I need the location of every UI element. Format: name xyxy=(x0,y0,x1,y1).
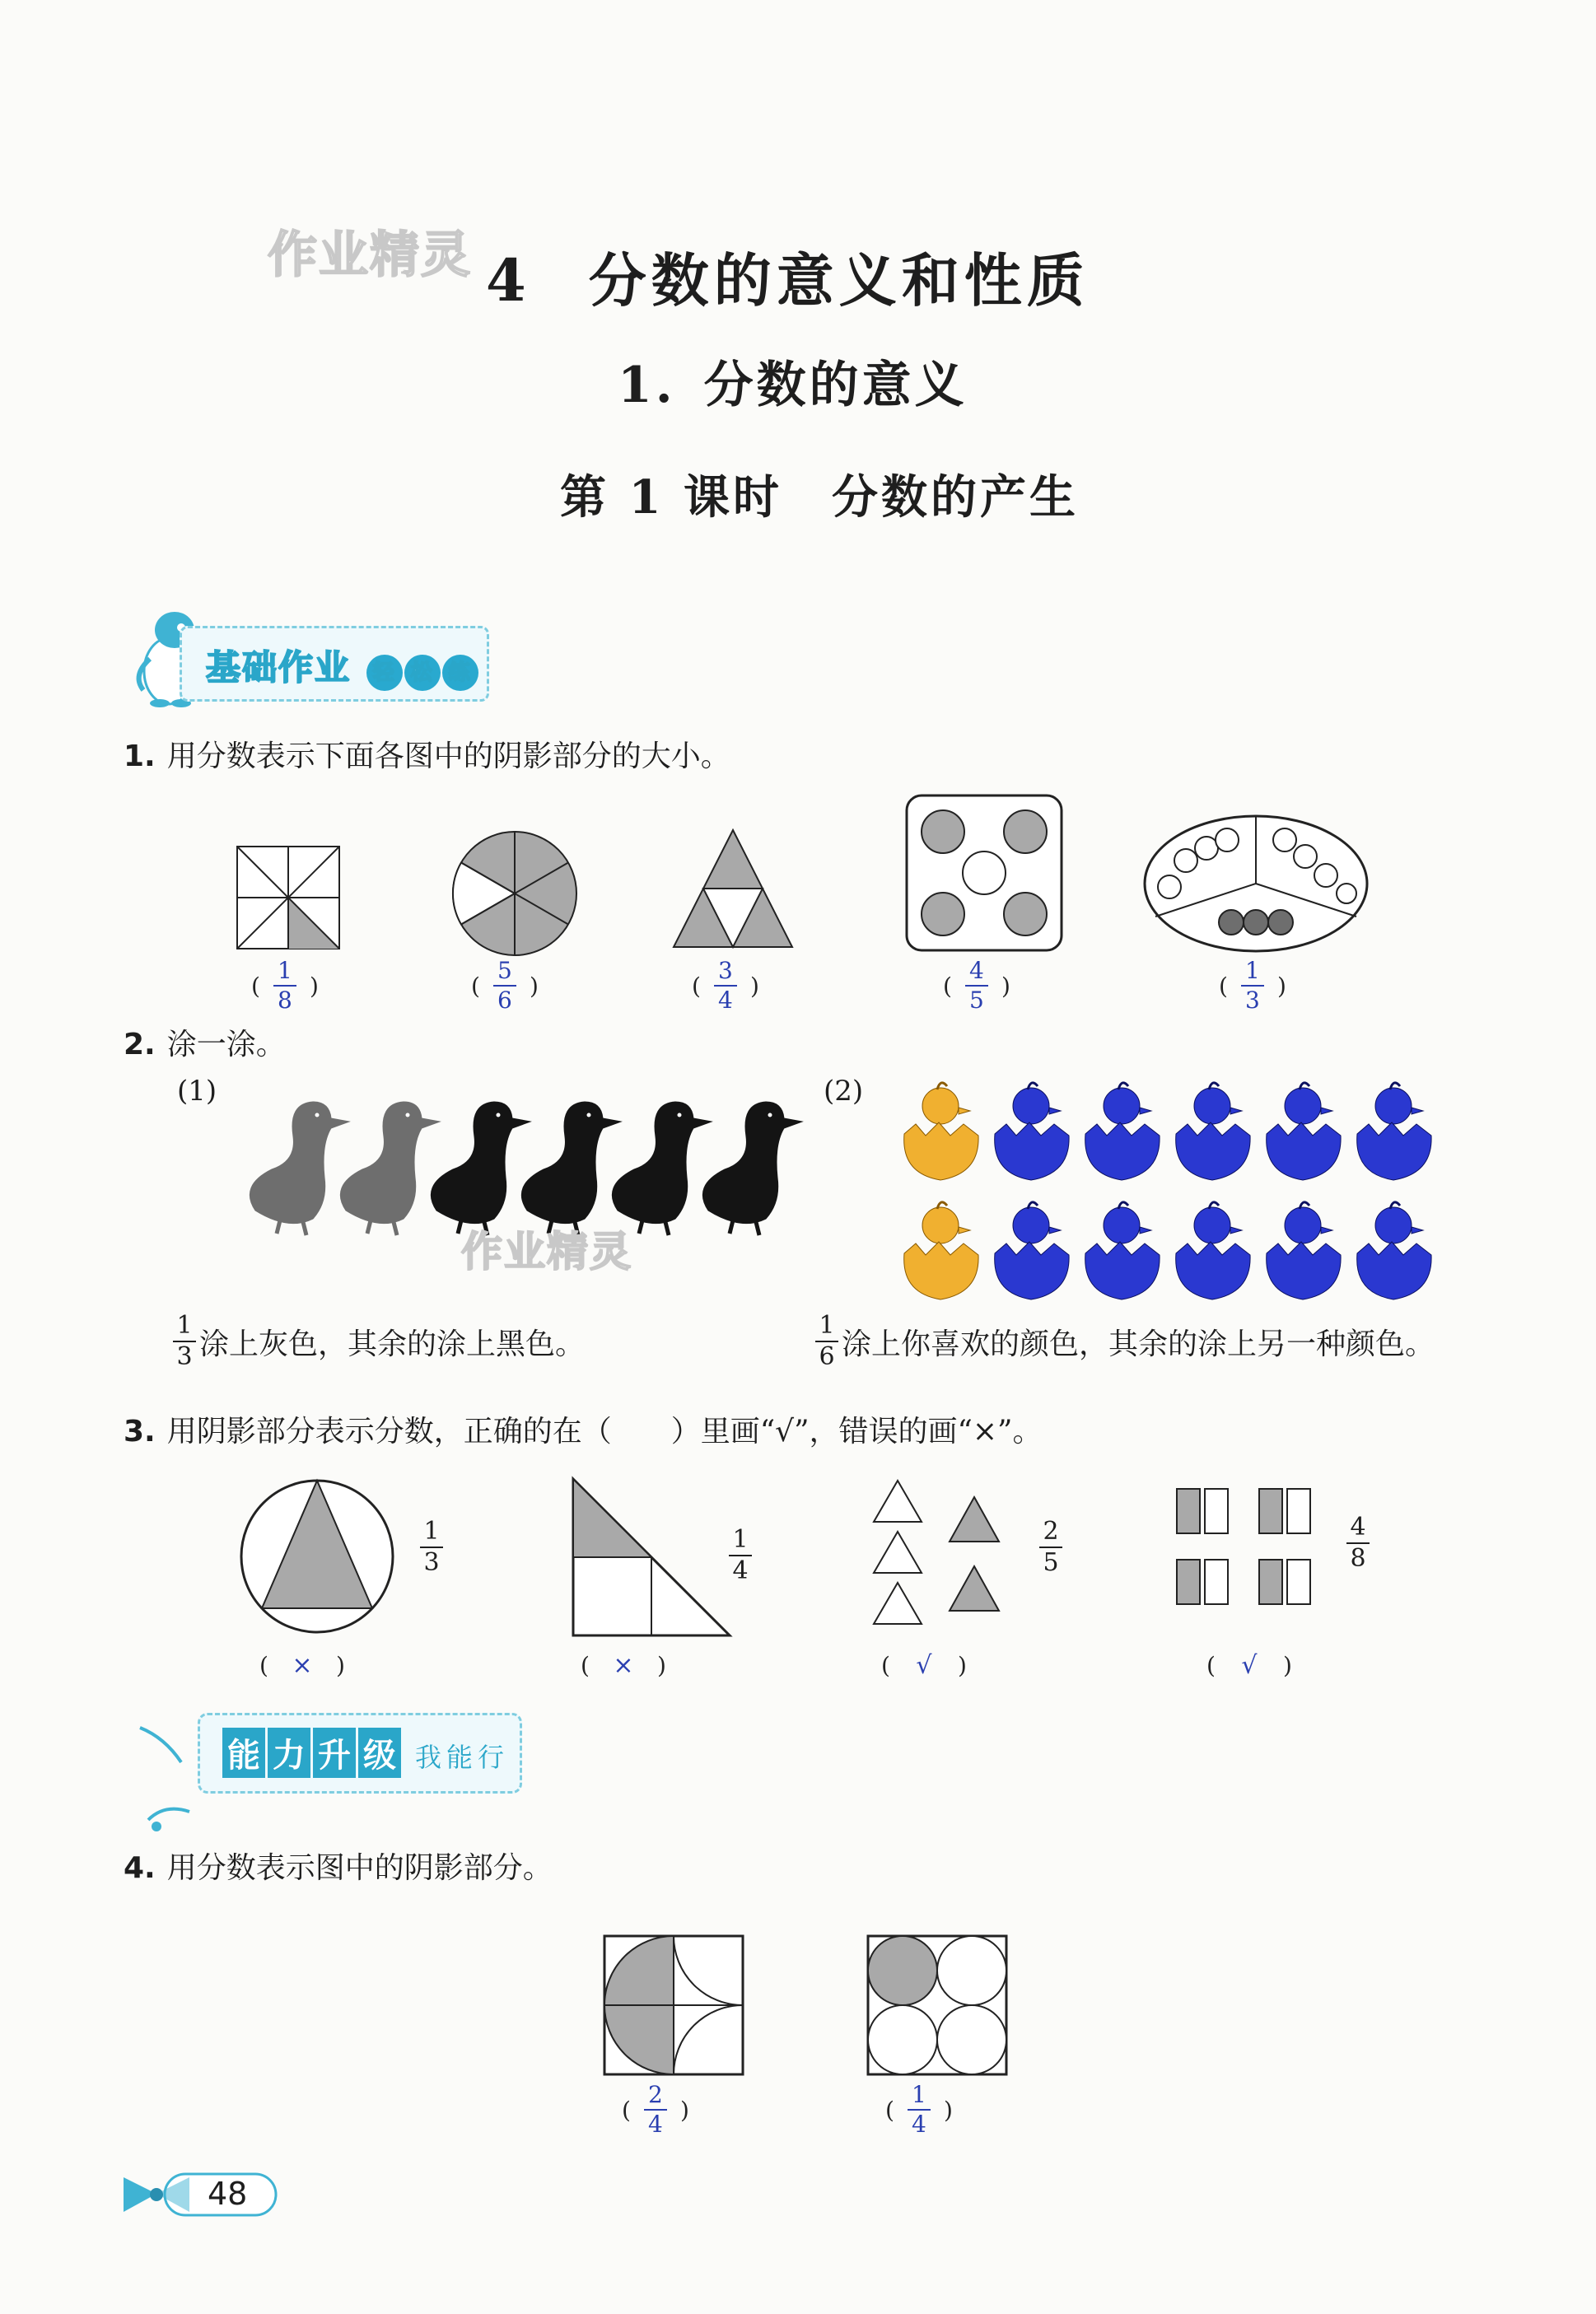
q1-answer-1 xyxy=(251,959,319,1012)
q4-answer-1 xyxy=(622,2083,689,2136)
fraction-denominator: 3 xyxy=(423,1548,440,1577)
watermark: 作业精灵 xyxy=(268,226,472,284)
paren-open: ( xyxy=(885,2096,894,2124)
section-number: 1. xyxy=(618,357,676,414)
fraction-numerator: 4 xyxy=(1350,1513,1366,1542)
paren-close: ) xyxy=(335,1652,345,1679)
q3-mark-3 xyxy=(881,1651,967,1680)
paren-open: ( xyxy=(581,1652,590,1679)
lesson-title xyxy=(560,461,1079,527)
hummingbird-icon xyxy=(132,1713,206,1836)
paren-close: ) xyxy=(1001,972,1010,1000)
quarter-arcs-figure xyxy=(600,1931,748,2079)
fraction-numerator: 1 xyxy=(423,1517,440,1546)
question-number: 3. xyxy=(124,1415,156,1449)
question-2 xyxy=(124,1021,286,1063)
answer-fraction xyxy=(273,959,296,1012)
fraction-numerator: 3 xyxy=(718,957,733,984)
lesson-title-text: 分数的产生 xyxy=(831,470,1079,525)
answer-mark: × xyxy=(613,1651,634,1680)
banner-ability-box: 能 xyxy=(222,1728,265,1778)
paren-open: ( xyxy=(259,1652,268,1679)
paren-open: ( xyxy=(881,1652,890,1679)
instruction-fraction xyxy=(815,1313,838,1369)
lesson-label: 第 1 课时 xyxy=(560,470,782,525)
paren-open: ( xyxy=(471,972,480,1000)
paren-close: ) xyxy=(957,1652,967,1679)
q3-fraction-3 xyxy=(1039,1519,1062,1575)
paren-close: ) xyxy=(749,972,759,1000)
paren-open: ( xyxy=(1206,1652,1216,1679)
banner-basic xyxy=(206,641,478,691)
instruction-fraction xyxy=(173,1313,196,1369)
fraction-numerator: 2 xyxy=(1043,1517,1059,1546)
fraction-numerator: 1 xyxy=(819,1311,835,1340)
banner-ability xyxy=(222,1728,509,1778)
paren-open: ( xyxy=(692,972,701,1000)
q1-answer-4 xyxy=(943,959,1010,1012)
circle-sixths-figure xyxy=(445,823,585,963)
fraction-denominator: 4 xyxy=(718,987,733,1014)
answer-mark: √ xyxy=(1241,1651,1258,1680)
paren-close: ) xyxy=(679,2096,689,2124)
square-eighths-figure xyxy=(231,840,346,955)
q1-answer-5 xyxy=(1219,959,1286,1012)
fraction-denominator: 3 xyxy=(1245,987,1260,1014)
section-title-text: 分数的意义 xyxy=(703,357,968,414)
chapter-number: 4 xyxy=(486,246,531,315)
question-number: 1. xyxy=(124,739,156,773)
right-triangle-figure xyxy=(568,1474,733,1639)
fraction-denominator: 8 xyxy=(1350,1544,1366,1573)
fraction-denominator: 6 xyxy=(497,987,512,1014)
paren-open: ( xyxy=(251,972,260,1000)
banner-basic-chip: 轻 xyxy=(366,655,403,691)
fraction-denominator: 5 xyxy=(969,987,984,1014)
banner-ability-box: 级 xyxy=(358,1728,401,1778)
fraction-numerator: 4 xyxy=(969,957,984,984)
q1-answer-2 xyxy=(471,959,539,1012)
fraction-numerator: 2 xyxy=(648,2081,663,2108)
paren-open: ( xyxy=(1219,972,1228,1000)
question-number: 4. xyxy=(124,1851,156,1885)
answer-mark: × xyxy=(292,1651,313,1680)
fraction-numerator: 1 xyxy=(912,2081,926,2108)
part-label-1: (1) xyxy=(177,1075,217,1108)
fraction-denominator: 8 xyxy=(278,987,292,1014)
fraction-denominator: 5 xyxy=(1043,1548,1059,1577)
section-title xyxy=(618,346,968,417)
q3-fraction-4 xyxy=(1346,1515,1370,1571)
answer-fraction xyxy=(644,2083,667,2136)
banner-basic-chip: 松 xyxy=(404,655,441,691)
paren-close: ) xyxy=(1282,1652,1292,1679)
bow-icon xyxy=(115,2169,280,2220)
q3-mark-2 xyxy=(581,1651,666,1680)
banner-ability-sub: 我能行 xyxy=(415,1742,510,1773)
question-4 xyxy=(124,1845,553,1887)
four-circles-figure xyxy=(863,1931,1011,2079)
question-3 xyxy=(124,1408,1042,1450)
paren-close: ) xyxy=(529,972,539,1000)
paren-open: ( xyxy=(622,2096,631,2124)
question-text: 用阴影部分表示分数，正确的在（ ）里画“√”，错误的画“×”。 xyxy=(166,1415,1043,1449)
banner-basic-chip: 练 xyxy=(442,655,478,691)
triangle-quarters-figure xyxy=(667,823,799,955)
dice-circles-figure xyxy=(902,791,1066,955)
fraction-denominator: 4 xyxy=(912,2111,926,2138)
answer-fraction xyxy=(908,2083,931,2136)
paren-open: ( xyxy=(943,972,952,1000)
fraction-denominator: 3 xyxy=(176,1342,193,1371)
chapter-title-text: 分数的意义和性质 xyxy=(588,246,1090,315)
page-number: 48 xyxy=(208,2176,248,2212)
fraction-denominator: 6 xyxy=(819,1342,835,1371)
banner-basic-main: 基础作业 xyxy=(206,647,352,688)
circle-triangle-figure xyxy=(235,1474,399,1639)
question-text: 用分数表示图中的阴影部分。 xyxy=(166,1851,553,1885)
question-text: 涂一涂。 xyxy=(166,1028,286,1061)
fraction-denominator: 4 xyxy=(732,1556,749,1585)
q4-answer-2 xyxy=(885,2083,953,2136)
answer-mark: √ xyxy=(916,1651,932,1680)
part-1-instruction xyxy=(173,1313,585,1369)
fraction-numerator: 1 xyxy=(278,957,292,984)
chick-oval-figure xyxy=(1141,811,1371,955)
watermark: 作业精灵 xyxy=(461,1228,632,1276)
fraction-numerator: 5 xyxy=(497,957,512,984)
rectangles-figure xyxy=(1174,1482,1330,1614)
part-label-2: (2) xyxy=(824,1075,864,1108)
q3-fraction-2 xyxy=(729,1525,752,1585)
paren-close: ) xyxy=(309,972,319,1000)
fraction-numerator: 1 xyxy=(732,1525,749,1554)
triangles-figure xyxy=(869,1474,1017,1631)
q3-mark-4 xyxy=(1206,1651,1292,1680)
banner-ability-box: 升 xyxy=(313,1728,356,1778)
question-1 xyxy=(124,733,730,775)
question-number: 2. xyxy=(124,1028,156,1061)
part-2-instruction xyxy=(815,1313,1435,1369)
q1-answer-3 xyxy=(692,959,759,1012)
instruction-text: 涂上你喜欢的颜色，其余的涂上另一种颜色。 xyxy=(842,1327,1435,1361)
answer-fraction xyxy=(714,959,737,1012)
q3-fraction-1 xyxy=(420,1519,443,1575)
answer-fraction xyxy=(965,959,988,1012)
paren-close: ) xyxy=(1276,972,1286,1000)
question-text: 用分数表示下面各图中的阴影部分的大小。 xyxy=(166,739,730,773)
fraction-numerator: 1 xyxy=(1245,957,1260,984)
fraction-denominator: 4 xyxy=(648,2111,663,2138)
q3-mark-1 xyxy=(259,1651,345,1680)
chicks-figure xyxy=(898,1071,1466,1309)
instruction-text: 涂上灰色，其余的涂上黑色。 xyxy=(199,1327,586,1361)
banner-ability-box: 力 xyxy=(268,1728,310,1778)
fraction-numerator: 1 xyxy=(176,1311,193,1340)
answer-fraction xyxy=(493,959,516,1012)
answer-fraction xyxy=(1241,959,1264,1012)
chapter-title xyxy=(486,235,1090,318)
paren-close: ) xyxy=(943,2096,953,2124)
paren-close: ) xyxy=(656,1652,666,1679)
